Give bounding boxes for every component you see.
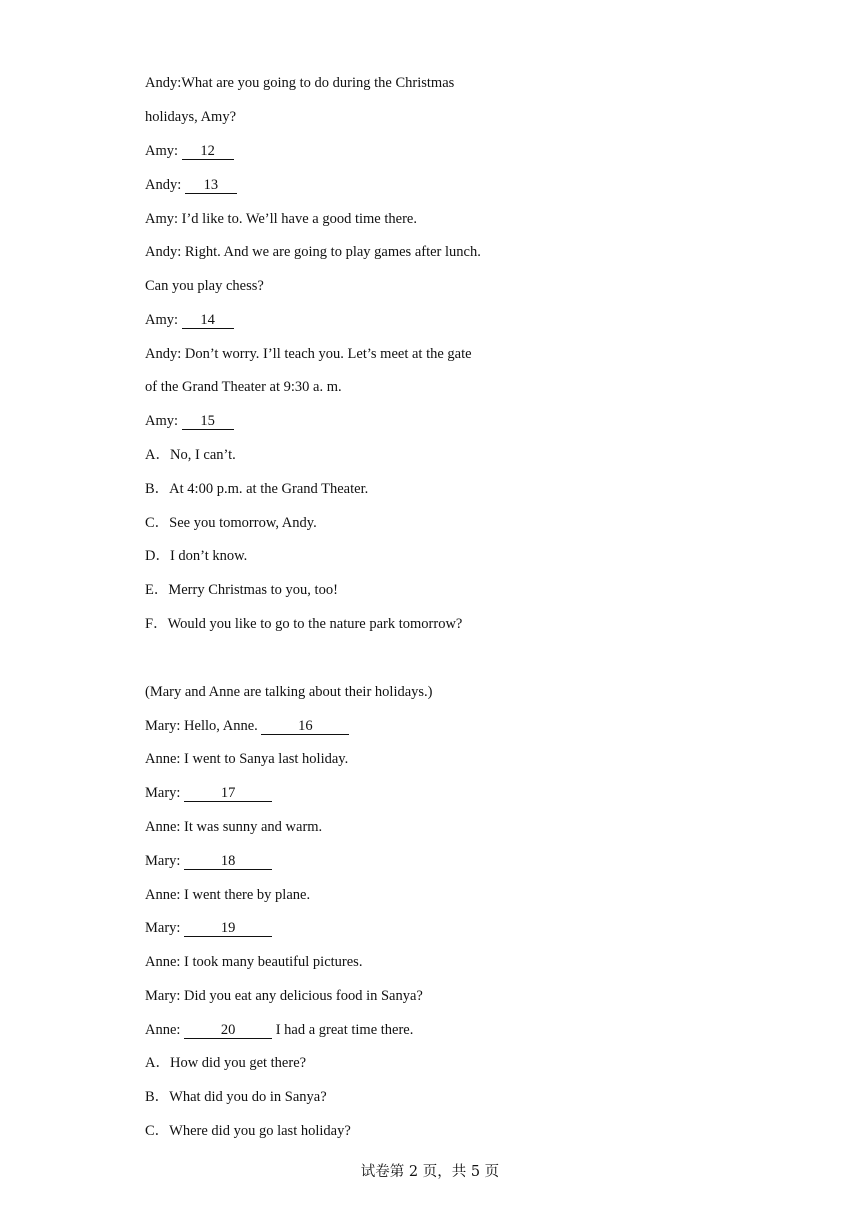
dialogue-line bbox=[145, 176, 237, 194]
dialogue-line: holidays, Amy? bbox=[145, 109, 237, 125]
answer-blank[interactable]: 18 bbox=[184, 854, 272, 870]
page-footer: 试卷第 2 页，共 5 页 bbox=[360, 1164, 500, 1180]
dialogue-line bbox=[145, 919, 272, 937]
section-intro: (Mary and Anne are talking about their holidays.) bbox=[145, 684, 433, 700]
dialogue-line: Andy: Don’t worry. I’ll teach you. Let’s meet at the gate bbox=[145, 346, 472, 362]
dialogue-line: Anne: I went there by plane. bbox=[145, 887, 311, 903]
speaker-label: Andy: bbox=[145, 177, 185, 193]
speaker-label: Mary: Hello, Anne. bbox=[145, 718, 262, 734]
dialogue-line bbox=[145, 142, 234, 160]
dialogue-line bbox=[145, 852, 272, 870]
dialogue-line: Andy: Right. And we are going to play games after lunch. bbox=[145, 244, 481, 260]
speaker-label: Anne: bbox=[145, 1022, 185, 1038]
answer-blank[interactable]: 16 bbox=[261, 719, 349, 735]
dialogue-line: Mary: Did you eat any delicious food in Sanya? bbox=[145, 988, 423, 1004]
option-b: B．What did you do in Sanya? bbox=[145, 1089, 327, 1105]
dialogue-line: of the Grand Theater at 9:30 a. m. bbox=[145, 379, 342, 395]
option-b: B．At 4:00 p.m. at the Grand Theater. bbox=[145, 481, 369, 497]
dialogue-line bbox=[145, 784, 272, 802]
dialogue-line: Anne: I went to Sanya last holiday. bbox=[145, 751, 349, 767]
answer-blank[interactable]: 14 bbox=[182, 313, 234, 329]
dialogue-line: Anne: I took many beautiful pictures. bbox=[145, 954, 363, 970]
dialogue-line bbox=[145, 412, 234, 430]
answer-blank[interactable]: 12 bbox=[182, 144, 234, 160]
speaker-label: Amy: bbox=[145, 413, 182, 429]
answer-blank[interactable]: 19 bbox=[184, 921, 272, 937]
option-a: A．How did you get there? bbox=[145, 1055, 307, 1071]
answer-blank[interactable]: 13 bbox=[185, 178, 237, 194]
dialogue-line bbox=[145, 1021, 413, 1039]
speaker-label: Mary: bbox=[145, 853, 185, 869]
dialogue-line: Amy: I’d like to. We’ll have a good time there. bbox=[145, 211, 417, 227]
dialogue-line: Can you play chess? bbox=[145, 278, 264, 294]
option-c: C．See you tomorrow, Andy. bbox=[145, 515, 317, 531]
answer-blank[interactable]: 15 bbox=[182, 414, 234, 430]
answer-blank[interactable]: 17 bbox=[184, 786, 272, 802]
dialogue-line bbox=[145, 717, 349, 735]
option-d: D．I don’t know. bbox=[145, 548, 248, 564]
option-c: C．Where did you go last holiday? bbox=[145, 1123, 351, 1139]
answer-blank[interactable]: 20 bbox=[184, 1023, 272, 1039]
speaker-label: Mary: bbox=[145, 920, 185, 936]
option-f: F．Would you like to go to the nature park tomorrow? bbox=[145, 616, 463, 632]
option-e: E．Merry Christmas to you, too! bbox=[145, 582, 338, 598]
option-a: A．No, I can’t. bbox=[145, 447, 236, 463]
speaker-label: Amy: bbox=[145, 312, 182, 328]
dialogue-line bbox=[145, 311, 234, 329]
line-continuation: I had a great time there. bbox=[272, 1022, 414, 1038]
dialogue-line: Anne: It was sunny and warm. bbox=[145, 819, 323, 835]
dialogue-line: Andy:What are you going to do during the Christmas bbox=[145, 75, 455, 91]
speaker-label: Mary: bbox=[145, 785, 185, 801]
speaker-label: Amy: bbox=[145, 143, 182, 159]
